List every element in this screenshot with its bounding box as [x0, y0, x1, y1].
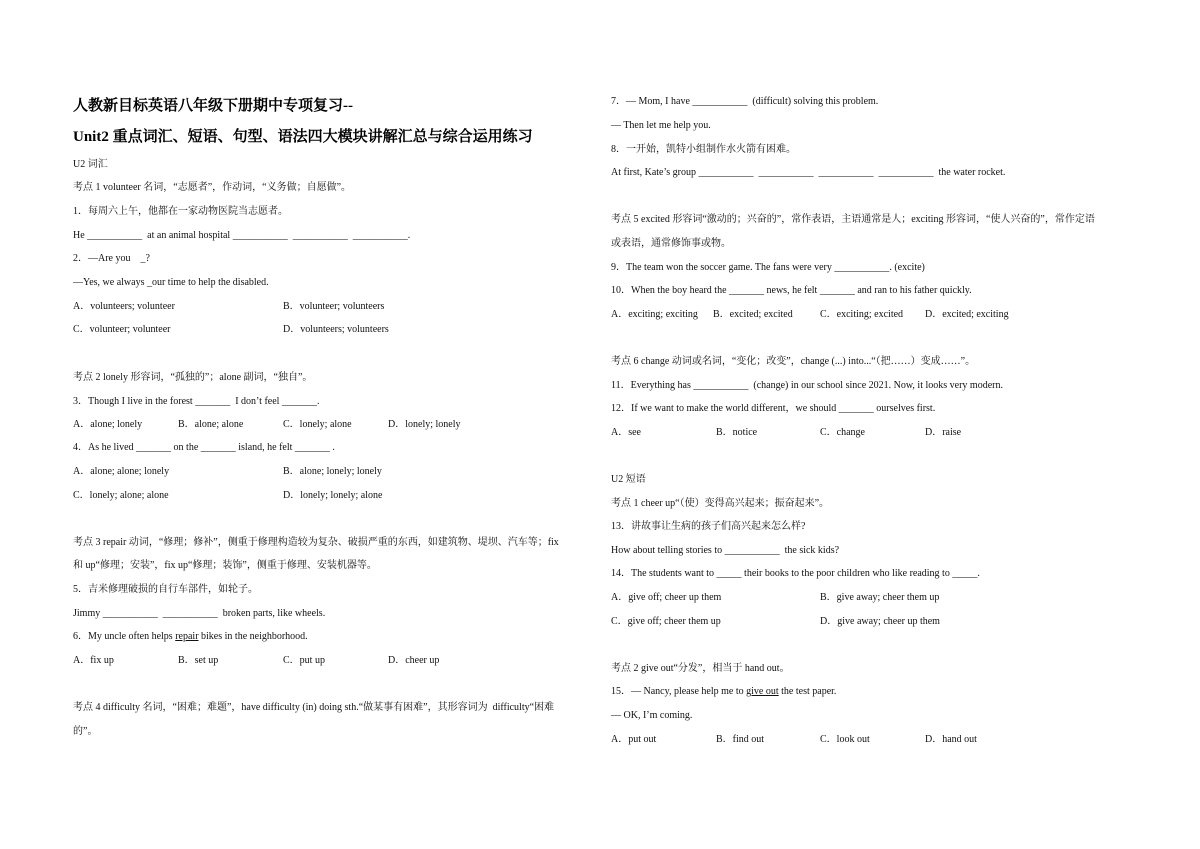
option-c: C．volunteer; volunteer [73, 324, 171, 335]
question-11-stem: 11．Everything has ___________ (change) in our school since 2021. Now, it looks very modern. [611, 380, 1003, 391]
question-5-fill-line: Jimmy ___________ ___________ broken parts, like wheels. [73, 608, 326, 619]
exam-point-3-line-1: 考点 3 repair 动词，“修理；修补”，侧重于修理构造较为复杂、破损严重的东西，如建筑物、堤坝、汽车等；fix [73, 537, 559, 548]
question-4-options-row-2 [0, 490, 1200, 502]
exam-point-5-line-1: 考点 5 excited 形容词“激动的；兴奋的”，常作表语，主语通常是人；exciting 形容词，“使人兴奋的”，常作定语 [611, 214, 1095, 225]
option-a: A．exciting; exciting [611, 309, 698, 320]
question-5-stem: 5．吉米修理破损的自行车部件，如轮子。 [73, 584, 258, 595]
exam-point-4-line-1: 考点 4 difficulty 名词，“困难；难题”，have difficulty (in) doing sth.“做某事有困难”，其形容词为 difficulty“困难 [73, 702, 555, 713]
question-7-stem: 7．— Mom, I have ___________ (difficult) solving this problem. [611, 96, 879, 107]
option-d: D．lonely; lonely; alone [283, 490, 383, 501]
option-d: D．give away; cheer up them [820, 616, 940, 627]
question-13-stem: 13．讲故事让生病的孩子们高兴起来怎么样? [611, 521, 806, 532]
question-1-fill-line: He ___________ at an animal hospital ___________ ___________ ___________. [73, 230, 411, 241]
document-title-line1: 人教新目标英语八年级下册期中专项复习-- [73, 98, 353, 114]
question-2-options-row-2 [0, 324, 1200, 336]
question-9-stem: 9．The team won the soccer game. The fans were very ___________. (excite) [611, 262, 925, 273]
question-15-stem [611, 686, 836, 698]
exam-point-1: 考点 1 volunteer 名词，“志愿者”，作动词，“义务做；自愿做”。 [73, 182, 352, 193]
option-c: C．look out [820, 734, 870, 745]
question-2-stem: 2．—Are you _? [73, 253, 150, 264]
section-heading-phrases: U2 短语 [611, 474, 646, 485]
exam-point-4-line-2: 的”。 [73, 726, 98, 737]
option-a: A．fix up [73, 655, 114, 666]
question-14-stem: 14．The students want to _____ their books to the poor children who like reading to _____. [611, 568, 980, 579]
document-title-line2: Unit2 重点词汇、短语、句型、语法四大模块讲解汇总与综合运用练习 [73, 129, 533, 145]
question-13-fill-line: How about telling stories to ___________ the sick kids? [611, 545, 840, 556]
option-d: D．lonely; lonely [388, 419, 461, 430]
question-4-options-row-1 [0, 466, 1200, 478]
question-14-options-row-1 [0, 592, 1200, 604]
exam-point-3-line-2: 和 up“修理；安装”，fix up“修理；装饰”，侧重于修理、安装机器等。 [73, 560, 377, 571]
option-a: A．alone; lonely [73, 419, 143, 430]
question-6-stem [73, 631, 308, 643]
option-b: B．notice [716, 427, 758, 438]
exam-point-6: 考点 6 change 动词或名词，“变化；改变”，change (...) into...“（把……）变成……”。 [611, 356, 976, 367]
question-15-reply: — OK, I’m coming. [611, 710, 693, 721]
question-12-stem: 12．If we want to make the world different，we should _______ ourselves first. [611, 403, 936, 414]
question-6-stem-after: bikes in the neighborhood. [198, 631, 308, 642]
option-c: C．change [820, 427, 865, 438]
question-7-reply: — Then let me help you. [611, 120, 711, 131]
option-a: A．volunteers; volunteer [73, 301, 175, 312]
option-a: A．see [611, 427, 641, 438]
phrase-point-1: 考点 1 cheer up“（使）变得高兴起来；振奋起来”。 [611, 498, 830, 509]
option-a: A．alone; alone; lonely [73, 466, 170, 477]
question-12-options [0, 427, 1200, 439]
question-15-stem-after: the test paper. [778, 686, 837, 697]
option-d: D．hand out [925, 734, 977, 745]
question-15-underlined-phrase: give out [746, 686, 779, 697]
option-c: C．put up [283, 655, 325, 666]
question-8-fill-line: At first, Kate’s group ___________ ___________ ___________ ___________ the water rocket. [611, 167, 1006, 178]
option-b: B．volunteer; volunteers [283, 301, 385, 312]
option-b: B．give away; cheer them up [820, 592, 940, 603]
question-8-stem: 8．一开始，凯特小组制作水火箭有困难。 [611, 144, 796, 155]
question-1-stem: 1．每周六上午，他都在一家动物医院当志愿者。 [73, 206, 288, 217]
phrase-point-2: 考点 2 give out“分发”，相当于 hand out。 [611, 663, 790, 674]
question-4-stem: 4．As he lived _______ on the _______ island, he felt _______ . [73, 442, 335, 453]
option-c: C．exciting; excited [820, 309, 904, 320]
section-heading-vocabulary: U2 词汇 [73, 159, 108, 170]
option-a: A．put out [611, 734, 657, 745]
option-c: C．lonely; alone [283, 419, 352, 430]
option-b: B．alone; lonely; lonely [283, 466, 382, 477]
option-a: A．give off; cheer up them [611, 592, 722, 603]
question-10-stem: 10．When the boy heard the _______ news, he felt _______ and ran to his father quickly. [611, 285, 972, 296]
question-6-options [0, 655, 1200, 667]
option-b: B．excited; excited [713, 309, 793, 320]
option-d: D．raise [925, 427, 962, 438]
option-d: D．cheer up [388, 655, 440, 666]
exam-point-5-line-2: 或表语，通常修饰事或物。 [611, 238, 731, 249]
option-d: D．excited; exciting [925, 309, 1009, 320]
question-6-underlined-word: repair [175, 631, 199, 642]
question-14-options-row-2 [0, 616, 1200, 628]
option-c: C．give off; cheer them up [611, 616, 721, 627]
question-2-reply: —Yes, we always _our time to help the disabled. [73, 277, 269, 288]
option-c: C．lonely; alone; alone [73, 490, 169, 501]
question-3-stem: 3．Though I live in the forest _______ I don’t feel _______. [73, 396, 320, 407]
question-15-options [0, 734, 1200, 746]
option-b: B．set up [178, 655, 219, 666]
option-b: B．alone; alone [178, 419, 244, 430]
question-6-stem-before: 6．My uncle often helps [73, 631, 176, 642]
question-10-options [0, 309, 1200, 321]
option-d: D．volunteers; volunteers [283, 324, 389, 335]
question-15-stem-before: 15．— Nancy, please help me to [611, 686, 747, 697]
exam-point-2: 考点 2 lonely 形容词，“孤独的”；alone 副词，“独自”。 [73, 372, 313, 383]
option-b: B．find out [716, 734, 765, 745]
